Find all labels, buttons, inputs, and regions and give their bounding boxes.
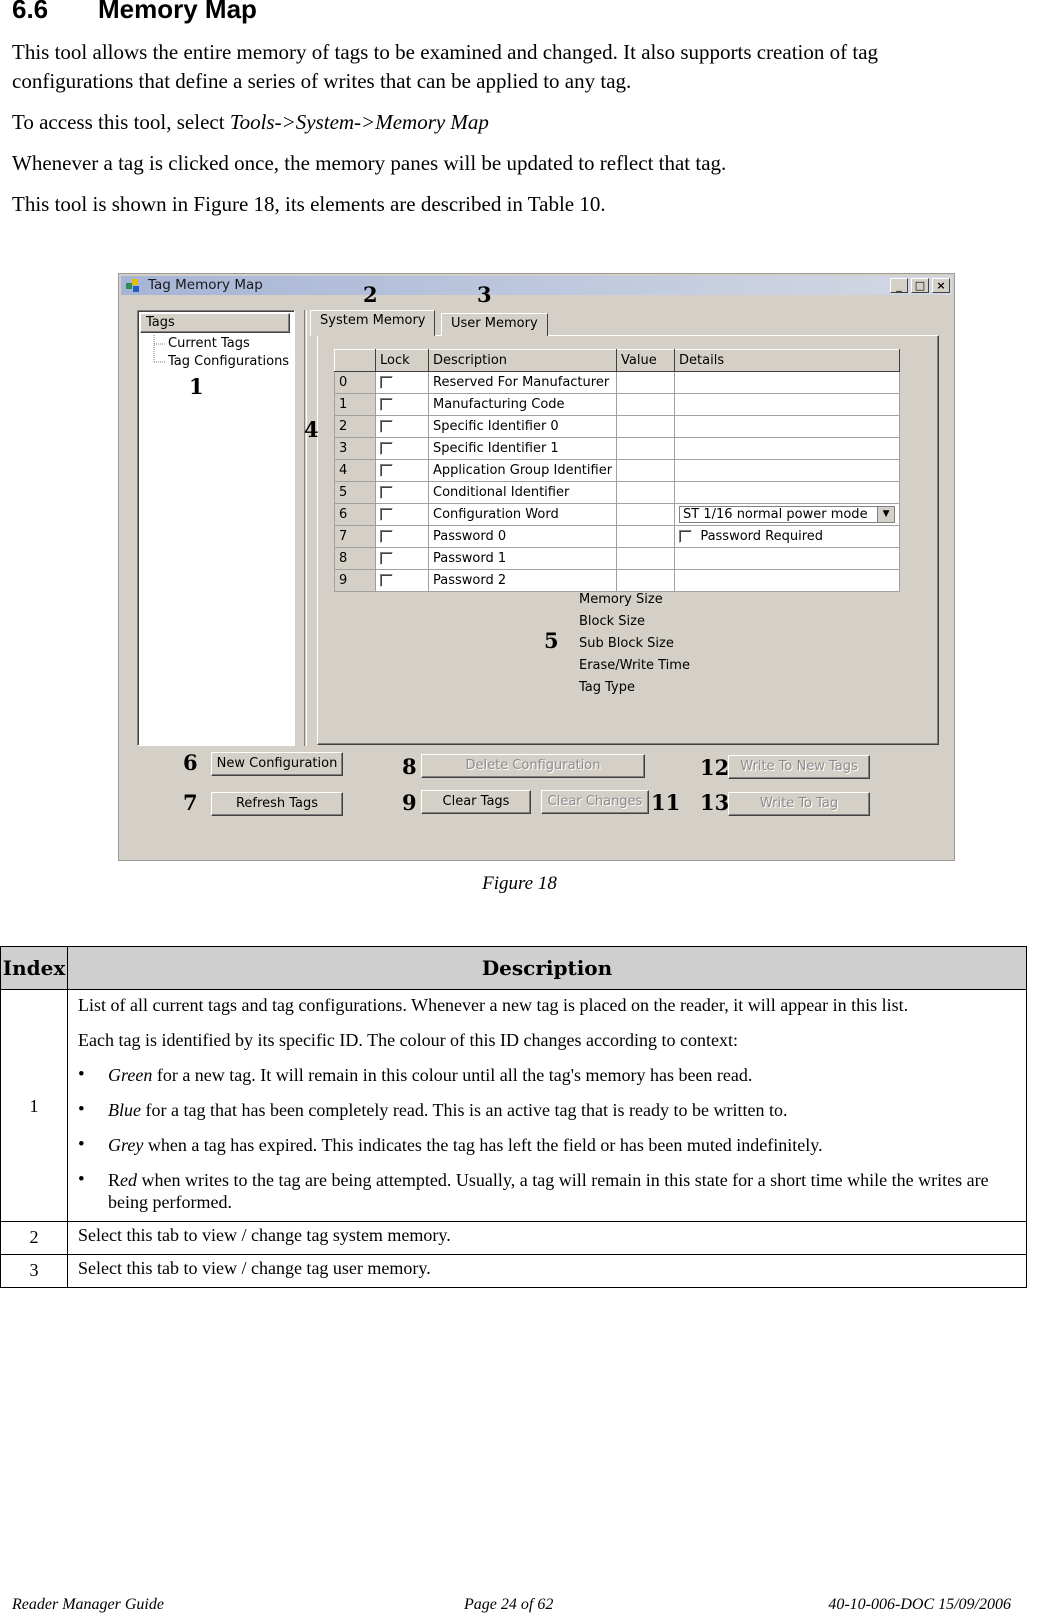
lock-cell	[376, 548, 429, 570]
table-row[interactable]	[335, 394, 900, 416]
lock-checkbox[interactable]	[380, 442, 393, 455]
lock-cell	[376, 526, 429, 548]
lock-cell	[376, 438, 429, 460]
lock-cell	[376, 460, 429, 482]
tags-tree-header[interactable]: Tags	[140, 313, 290, 333]
value-cell[interactable]	[617, 372, 675, 394]
clear-tags-button[interactable]: Clear Tags	[421, 790, 531, 814]
table-row[interactable]	[335, 438, 900, 460]
row-description: Conditional Identifier	[429, 482, 617, 504]
callout-1: 1	[189, 374, 204, 399]
tab-system-memory[interactable]: System Memory	[310, 310, 435, 336]
sub-block-size-label: Sub Block Size	[579, 636, 674, 651]
row-description: Password 0	[429, 526, 617, 548]
bullet-grey	[78, 1134, 1016, 1156]
elements-table	[0, 946, 1027, 1288]
lock-cell	[376, 504, 429, 526]
lock-cell	[376, 372, 429, 394]
table-row	[1, 1222, 1027, 1255]
grid-header-details[interactable]: Details	[675, 350, 900, 372]
bullet-blue-term: Blue	[108, 1100, 141, 1120]
row-description: Password 2	[429, 570, 617, 592]
table-row[interactable]	[335, 548, 900, 570]
header-index: Index	[1, 947, 68, 990]
lock-cell	[376, 570, 429, 592]
footer-left: Reader Manager Guide	[12, 1596, 164, 1613]
callout-2: 2	[363, 282, 378, 307]
row-description: Manufacturing Code	[429, 394, 617, 416]
chevron-down-icon[interactable]: ▼	[877, 507, 894, 522]
bullet-red-initial: R	[108, 1170, 121, 1190]
bullet-red-term: ed	[120, 1170, 138, 1190]
bullet-blue	[78, 1099, 1016, 1121]
row-description: Password 1	[429, 548, 617, 570]
row-description: Configuration Word	[429, 504, 617, 526]
splitter[interactable]	[304, 310, 307, 746]
row-description: Specific Identifier 1	[429, 438, 617, 460]
menu-path: Tools->System->Memory Map	[229, 110, 489, 134]
details-cell	[675, 438, 900, 460]
details-cell	[675, 416, 900, 438]
table-row[interactable]	[335, 504, 900, 526]
row-index: 1	[335, 394, 376, 416]
value-cell[interactable]	[617, 570, 675, 592]
value-cell[interactable]	[617, 548, 675, 570]
paragraph-access	[12, 108, 489, 137]
bullet-green-text: for a new tag. It will remain in this colour until all the tag's memory has been read.	[152, 1065, 753, 1085]
callout-13: 13	[700, 790, 730, 815]
bullet-grey-text: when a tag has expired. This indicates the tag has left the field or has been muted indefinitely.	[143, 1135, 823, 1155]
value-cell[interactable]	[617, 438, 675, 460]
row-index: 9	[335, 570, 376, 592]
lock-checkbox[interactable]	[380, 508, 393, 521]
row-description: Specific Identifier 0	[429, 416, 617, 438]
section-title: Memory Map	[98, 0, 257, 24]
window-title: Tag Memory Map	[148, 277, 263, 293]
lock-checkbox[interactable]	[380, 574, 393, 587]
callout-6: 6	[183, 750, 198, 775]
row-index: 5	[335, 482, 376, 504]
table-row[interactable]	[335, 372, 900, 394]
grid-header-value[interactable]: Value	[617, 350, 675, 372]
callout-9: 9	[402, 790, 417, 815]
app-icon	[126, 279, 140, 292]
details-cell	[675, 372, 900, 394]
memory-size-label: Memory Size	[579, 592, 663, 607]
title-bar	[121, 276, 952, 295]
row-index: 2	[1, 1222, 68, 1255]
paragraph-figure-ref: This tool is shown in Figure 18, its elements are described in Table 10.	[12, 192, 606, 216]
grid-header-lock[interactable]: Lock	[376, 350, 429, 372]
table-row[interactable]	[335, 416, 900, 438]
row-index: 1	[1, 990, 68, 1222]
bullet-blue-text: for a tag that has been completely read. This is an active tag that is ready to be written to.	[141, 1100, 788, 1120]
erase-write-time-label: Erase/Write Time	[579, 658, 690, 673]
lock-checkbox[interactable]	[380, 398, 393, 411]
callout-8: 8	[402, 754, 417, 779]
lock-cell	[376, 482, 429, 504]
row1-paragraph-2: Each tag is identified by its specific ID. The colour of this ID changes according to context:	[78, 1030, 738, 1050]
details-cell	[675, 570, 900, 592]
lock-cell	[376, 416, 429, 438]
footer-doc-id: 40-10-006-DOC 15/09/2006	[828, 1596, 1011, 1613]
callout-5: 5	[544, 628, 559, 653]
details-cell	[675, 482, 900, 504]
details-cell	[675, 394, 900, 416]
lock-checkbox[interactable]	[380, 464, 393, 477]
callout-4: 4	[304, 417, 319, 442]
section-heading	[12, 0, 257, 25]
row-description: Select this tab to view / change tag system memory.	[68, 1222, 1027, 1255]
tag-type-label: Tag Type	[579, 680, 635, 695]
grid-header-row	[335, 350, 900, 372]
row-index: 8	[335, 548, 376, 570]
table-row[interactable]	[335, 482, 900, 504]
tree-item-current-tags[interactable]: Current Tags	[168, 336, 250, 351]
row-description: Select this tab to view / change tag user memory.	[68, 1255, 1027, 1288]
close-button[interactable]: ×	[932, 278, 950, 293]
table-row[interactable]	[335, 460, 900, 482]
table-row[interactable]	[335, 570, 900, 592]
minimize-button[interactable]: _	[890, 278, 908, 293]
callout-3: 3	[477, 282, 492, 307]
block-size-label: Block Size	[579, 614, 645, 629]
paragraph-intro-line1: This tool allows the entire memory of tags to be examined and changed. It also supports creation of tag	[12, 40, 879, 64]
tree-lines	[152, 335, 168, 367]
callout-7: 7	[183, 790, 198, 815]
details-cell	[675, 460, 900, 482]
figure-caption: Figure 18	[482, 873, 557, 894]
row-description: Reserved For Manufacturer	[429, 372, 617, 394]
row-index: 3	[335, 438, 376, 460]
bullet-green-term: Green	[108, 1065, 153, 1085]
row-index: 0	[335, 372, 376, 394]
row-description	[68, 990, 1027, 1222]
bullet-green	[78, 1064, 1016, 1086]
value-cell[interactable]	[617, 504, 675, 526]
details-cell	[675, 548, 900, 570]
clear-changes-button[interactable]: Clear Changes	[541, 790, 649, 814]
row-index: 4	[335, 460, 376, 482]
lock-checkbox[interactable]	[380, 376, 393, 389]
table-row	[1, 1255, 1027, 1288]
value-cell[interactable]	[617, 460, 675, 482]
section-number: 6.6	[12, 0, 49, 24]
write-to-new-tags-button[interactable]: Write To New Tags	[728, 755, 870, 779]
row-index: 2	[335, 416, 376, 438]
details-cell	[675, 526, 900, 548]
row-index: 6	[335, 504, 376, 526]
delete-configuration-button[interactable]: Delete Configuration	[421, 754, 645, 778]
lock-checkbox[interactable]	[380, 530, 393, 543]
bullet-grey-term: Grey	[108, 1135, 144, 1155]
tags-tree-panel[interactable]	[137, 310, 295, 746]
bullet-red-text: when writes to the tag are being attempted. Usually, a tag will remain in this state for a short time while the writes are being performed.	[108, 1170, 989, 1212]
lock-checkbox[interactable]	[380, 420, 393, 433]
table-row	[1, 990, 1027, 1222]
header-description: Description	[68, 947, 1027, 990]
tree-item-tag-configurations[interactable]: Tag Configurations	[168, 354, 290, 369]
row-description: Application Group Identifier	[429, 460, 617, 482]
lock-checkbox[interactable]	[380, 486, 393, 499]
refresh-tags-button[interactable]: Refresh Tags	[211, 792, 343, 816]
callout-12: 12	[700, 755, 730, 780]
row1-paragraph-1: List of all current tags and tag configurations. Whenever a new tag is placed on the reader, it will appear in this list.	[78, 995, 909, 1015]
grid-header-index[interactable]	[335, 350, 376, 372]
lock-cell	[376, 394, 429, 416]
new-configuration-button[interactable]: New Configuration	[211, 752, 343, 776]
system-memory-grid	[334, 349, 900, 592]
footer-page-number: Page 24 of 62	[464, 1596, 554, 1613]
password-required-label: Password Required	[700, 529, 824, 544]
grid-header-description[interactable]: Description	[429, 350, 617, 372]
table-row[interactable]	[335, 526, 900, 548]
bullet-red	[78, 1169, 1016, 1213]
paragraph-click: Whenever a tag is clicked once, the memory panes will be updated to reflect that tag.	[12, 151, 727, 175]
write-to-tag-button[interactable]: Write To Tag	[728, 792, 870, 816]
maximize-button[interactable]: □	[911, 278, 929, 293]
power-mode-value: ST 1/16 normal power mode	[683, 507, 868, 522]
paragraph-intro-line2: configurations that define a series of writes that can be applied to any tag.	[12, 69, 632, 93]
value-cell[interactable]	[617, 482, 675, 504]
details-cell	[675, 504, 900, 526]
row-index: 7	[335, 526, 376, 548]
row-index: 3	[1, 1255, 68, 1288]
lock-checkbox[interactable]	[380, 552, 393, 565]
value-cell[interactable]	[617, 394, 675, 416]
power-mode-select[interactable]	[679, 506, 895, 523]
value-cell[interactable]	[617, 526, 675, 548]
callout-11: 11	[651, 790, 681, 815]
value-cell[interactable]	[617, 416, 675, 438]
table-header-row	[1, 947, 1027, 990]
password-required-checkbox[interactable]	[679, 530, 692, 543]
tag-memory-map-window	[118, 273, 955, 861]
access-prefix: To access this tool, select	[12, 110, 230, 134]
tab-user-memory[interactable]: User Memory	[441, 313, 548, 336]
